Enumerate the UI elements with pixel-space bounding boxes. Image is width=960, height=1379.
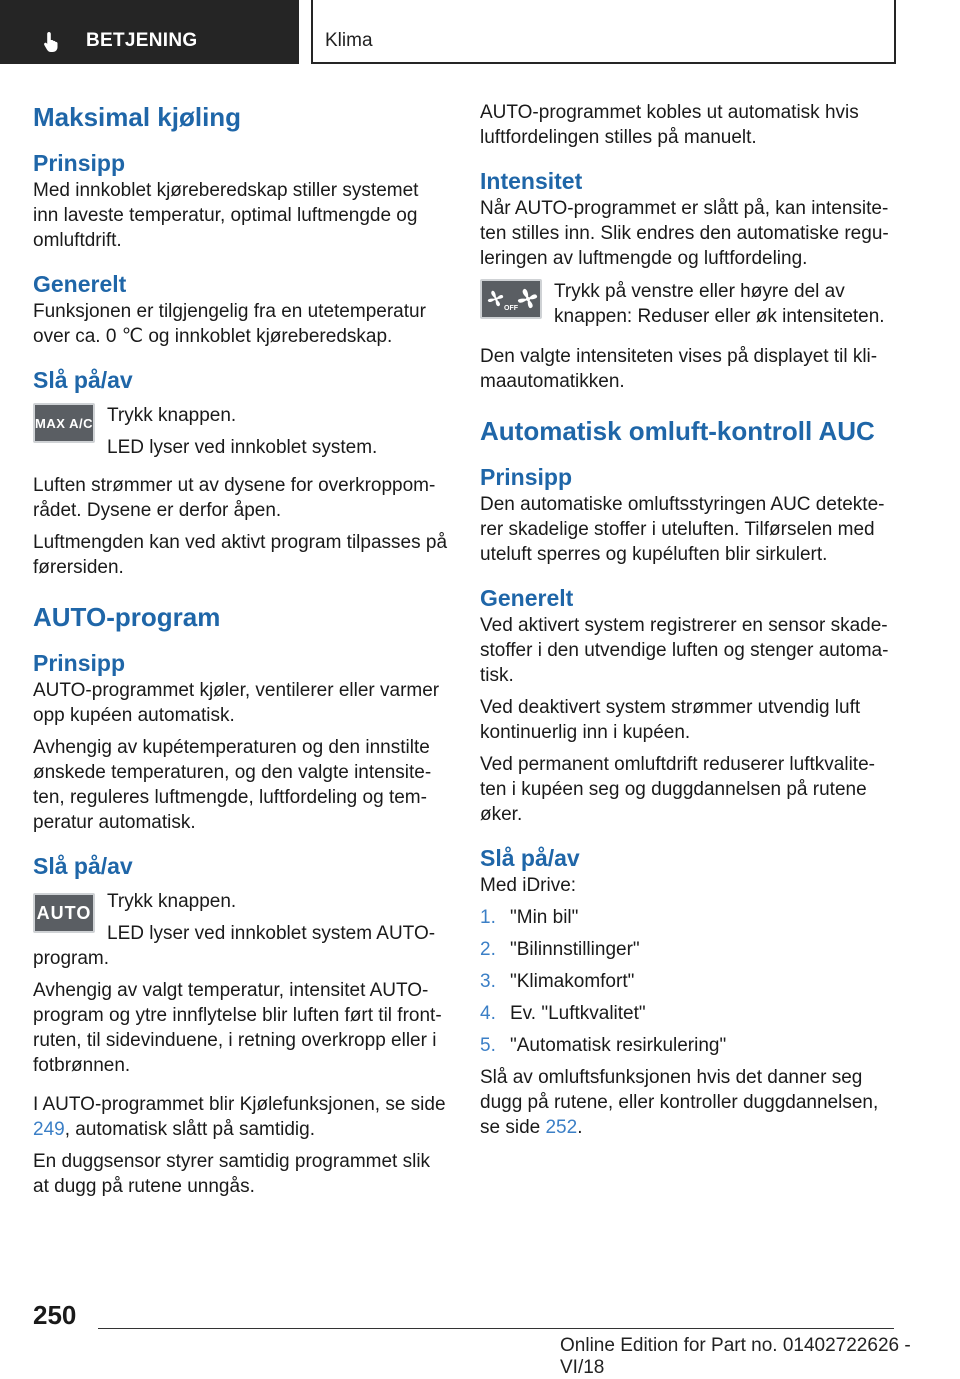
paragraph: Trykk knappen. [107, 405, 237, 426]
paragraph: Ved aktivert system registrerer en sensor skade- stoffer i den utvendige luften og stenger automa- tisk. [480, 615, 889, 686]
paragraph: LED lyser ved innkoblet system AUTO- program. [33, 923, 436, 969]
list-item: 5. "Automatisk resirkulering" [480, 1035, 727, 1056]
edition-text: Online Edition for Part no. 01402722626 - VI/18 [560, 1335, 911, 1378]
heading-generelt: Generelt [480, 585, 574, 611]
right-column [480, 100, 895, 1147]
paragraph: Avhengig av kupétemperaturen og den innstilte ønskede temperaturen, og den valgte intensite- ten, reguleres luftmengde, luftfordeling og tem- peratur automatisk. [33, 737, 432, 833]
paragraph: Luften strømmer ut av dysene for overkroppom- rådet. Dysene er derfor åpen. [33, 475, 436, 521]
paragraph: Ved permanent omluftdrift reduserer luftkvalite- ten i kupéen seg og duggdannelsen på rutene øker. [480, 754, 875, 825]
paragraph: AUTO-programmet kobles ut automatisk hvis luftfordelingen stilles på manuelt. [480, 102, 859, 148]
paragraph: Den automatiske omluftsstyringen AUC detekte- rer skadelige stoffer i uteluften. Tilførselen med uteluft sperres og kupéluften blir sirkulert. [480, 494, 885, 565]
heading-prinsipp: Prinsipp [480, 464, 573, 490]
heading-slaa-paa-av: Slå på/av [480, 845, 580, 871]
fan-icon [483, 284, 539, 314]
page-header [0, 0, 960, 66]
paragraph: Funksjonen er tilgjengelig fra en utetemperatur over ca. 0 ℃ og innkoblet kjøreberedskap. [33, 301, 426, 347]
heading-maksimal-kjoling: Maksimal kjøling [33, 102, 242, 132]
paragraph: LED lyser ved innkoblet system. [107, 437, 378, 458]
heading-auto-program: AUTO-program [33, 602, 221, 632]
max-ac-button-icon: MAX A/C [33, 403, 95, 443]
heading-auc: Automatisk omluft-kontroll AUC [480, 416, 875, 446]
section-tab [311, 0, 896, 64]
chapter-tab [0, 0, 299, 64]
paragraph-kjolefunksjon: I AUTO-programmet blir Kjølefunksjonen, se side 249, automatisk slått på samtidig. [33, 1094, 446, 1140]
paragraph-omluft: Slå av omluftsfunksjonen hvis det danner seg dugg på rutene, eller kontroller duggdannelsen, se side 252. [480, 1067, 879, 1138]
heading-prinsipp: Prinsipp [33, 150, 126, 176]
section-label: Klima [325, 30, 373, 51]
paragraph: Med iDrive: [480, 875, 577, 896]
paragraph: Når AUTO-programmet er slått på, kan intensite- ten stilles inn. Slik endres den automatiske regu- leringen av luftmengde og luftfordeling. [480, 198, 889, 269]
list-item: 1. "Min bil" [480, 907, 579, 928]
paragraph: Trykk på venstre eller høyre del av knappen: Reduser eller øk intensiteten. [554, 281, 885, 327]
left-column [33, 100, 448, 1206]
heading-generelt: Generelt [33, 271, 127, 297]
instruction-fan [480, 279, 895, 336]
paragraph: Trykk knappen. [107, 891, 237, 912]
page-link-252[interactable]: 252 [545, 1117, 578, 1138]
instruction-auto [33, 889, 448, 971]
auto-button-icon: AUTO [33, 893, 95, 933]
paragraph: AUTO-programmet kjøler, ventilerer eller varmer opp kupéen automatisk. [33, 680, 440, 726]
heading-slaa-paa-av: Slå på/av [33, 367, 133, 393]
chapter-label: BETJENING [86, 30, 198, 51]
instruction-max-ac [33, 403, 448, 467]
heading-prinsipp: Prinsipp [33, 650, 126, 676]
paragraph: Med innkoblet kjøreberedskap stiller systemet inn laveste temperatur, optimal luftmengde og omluftdrift. [33, 180, 419, 251]
instruction-text [107, 403, 377, 467]
heading-intensitet: Intensitet [480, 168, 583, 194]
paragraph: Ved deaktivert system strømmer utvendig luft kontinuerlig inn i kupéen. [480, 697, 861, 743]
paragraph: Avhengig av valgt temperatur, intensitet AUTO- program og ytre innflytelse blir luften ført til front- ruten, til sidevinduene, i retning overkropp eller i fotbrønnen. [33, 980, 442, 1076]
footer-divider [98, 1328, 894, 1329]
svg-text:OFF: OFF [504, 305, 518, 312]
list-item: 2. "Bilinnstillinger" [480, 939, 640, 960]
page-number: 250 [33, 1300, 77, 1330]
paragraph: En duggsensor styrer samtidig programmet slik at dugg på rutene unngås. [33, 1151, 431, 1197]
hand-pointer-icon [40, 30, 64, 54]
fan-intensity-button-icon [480, 279, 542, 319]
list-item: 4. Ev. "Luftkvalitet" [480, 1003, 646, 1024]
page-link-249[interactable]: 249 [33, 1119, 65, 1140]
heading-slaa-paa-av: Slå på/av [33, 853, 133, 879]
instruction-text [554, 279, 895, 336]
steps-list [480, 905, 895, 1058]
paragraph: Luftmengden kan ved aktivt program tilpasses på førersiden. [33, 532, 448, 578]
list-item: 3. "Klimakomfort" [480, 971, 635, 992]
paragraph: Den valgte intensiteten vises på displayet til kli- maautomatikken. [480, 346, 878, 392]
